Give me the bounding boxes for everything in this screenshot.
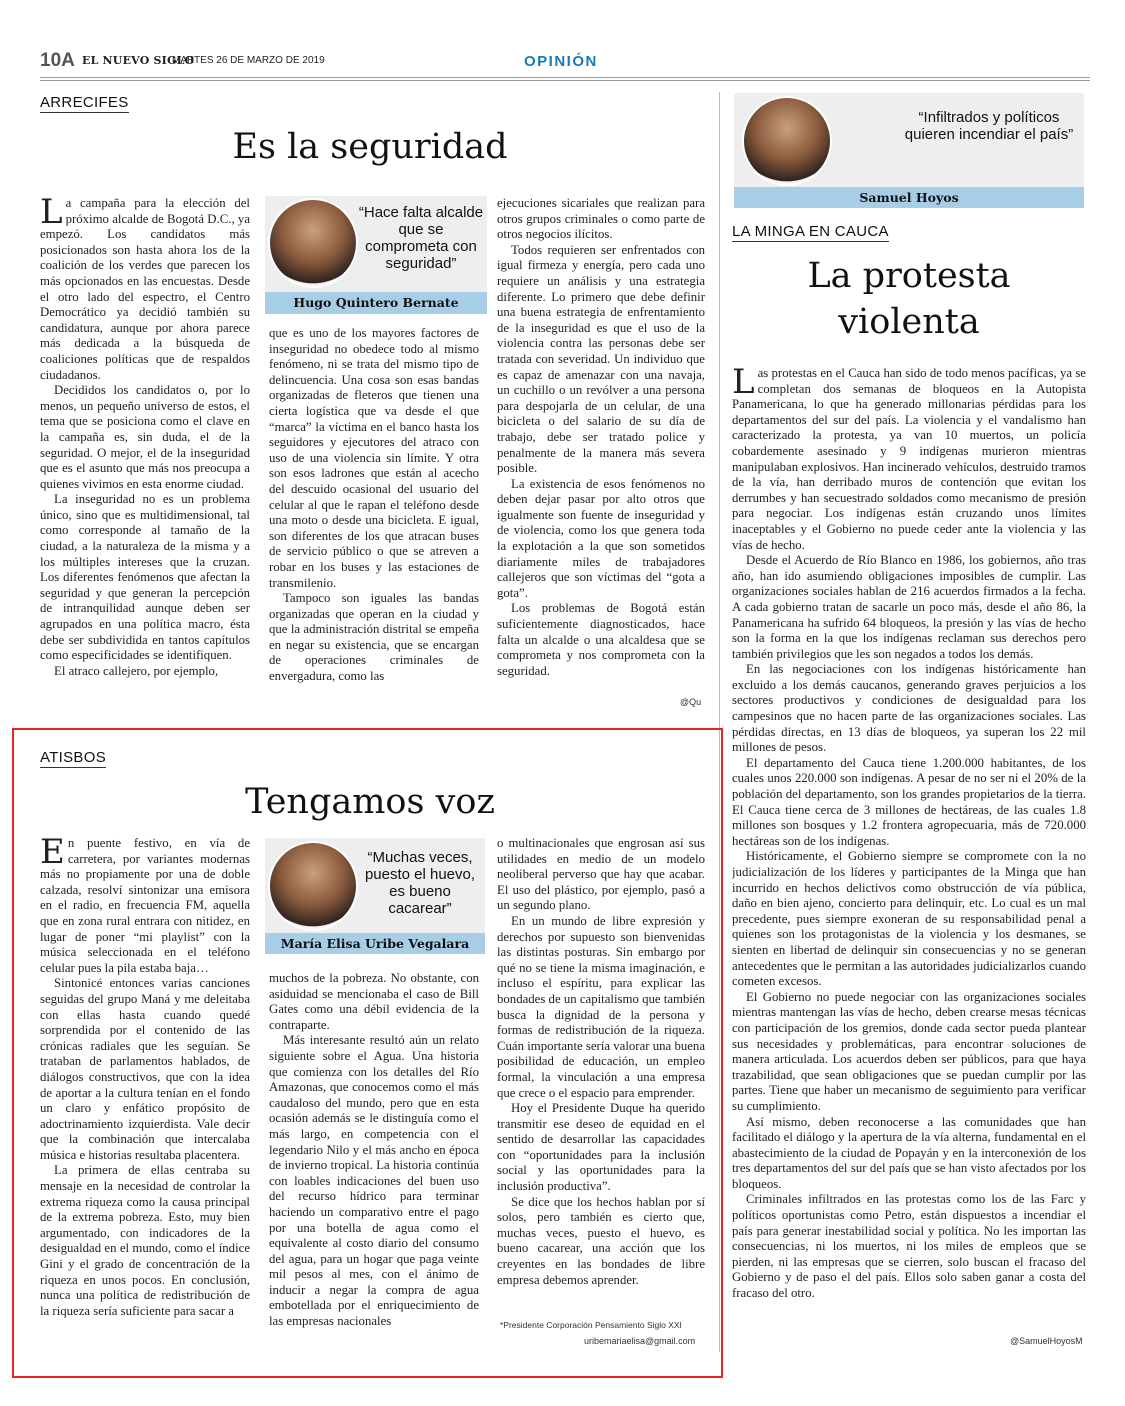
issue-date: MARTES 26 DE MARZO DE 2019 — [172, 55, 325, 66]
author-name: María Elisa Uribe Vegalara — [265, 933, 485, 954]
article2-paragraph: El Gobierno no puede negociar con las organizaciones sociales mientras mantengan las vías de hecho, deben crearse mesas técnicas con participación de los gremios, donde cada sector pueda plantear sus necesidades y problemáticas, para encontrar soluciones de manera articulada. Los acuerdos deben ser públicos, para que haya trazabilidad, que sean obligaciones que se puedan cumplir por las partes. Tiene que haber un mecanismo de seguimiento para verificar su cumplimiento. — [732, 989, 1086, 1113]
article1-paragraph: ejecuciones sicariales que realizan para otros grupos criminales o como parte de otros negocios ilícitos. — [497, 196, 705, 242]
headline-line: violenta — [838, 301, 980, 342]
article2-signature: @SamuelHoyosM — [1010, 1336, 1083, 1346]
pull-quote: “Muchas veces, puesto el huevo, es bueno cacarear” — [364, 849, 476, 917]
article2-kicker: LA MINGA EN CAUCA — [732, 223, 889, 240]
dropcap: L — [732, 366, 755, 402]
newspaper-name: EL NUEVO SIGLO — [82, 54, 195, 67]
pull-quote: “Infiltrados y políticos quieren incendiar el país” — [904, 109, 1074, 143]
article1-paragraph: El atraco callejero, por ejemplo, — [54, 663, 219, 678]
article3-quote-box — [265, 838, 485, 954]
article1-quote-box — [265, 196, 487, 314]
article3-paragraph: n puente festivo, en vía de carretera, por variantes modernas más no propiamente por una de doble calzada, resolví sintonizar una emisora en el radio, en frecuencia FM, aquella que en zona rural entrara con nitidez, en lugar de poner “mi playlist” con la música seleccionada en el teléfono celular pues la pila estaba baja… — [40, 836, 250, 975]
article3-column-2 — [269, 971, 479, 1347]
article1-paragraph: La existencia de esos fenómenos no deben dejar pasar por alto otros que igualmente son fuente de inseguridad y de violencia, como los que genera toda la explotación a la que son sometidos diariamente miles de trabajadores callejeros que son víctimas del “gota a gota”. — [497, 476, 705, 600]
article2-quote-box — [734, 93, 1084, 208]
article1-column-3 — [497, 196, 705, 696]
article3-footnote: *Presidente Corporación Pensamiento Siglo XXI — [500, 1320, 682, 1330]
article3-paragraph: Hoy el Presidente Duque ha querido transmitir ese deseo de equidad en el sentido de desarrollar las capacidades con “oportunidades para la inclusión social y las oportunidades para la inclusión productiva”. — [497, 1101, 705, 1194]
section-name: OPINIÓN — [524, 53, 598, 70]
headline-line: La protesta — [807, 256, 1011, 296]
article2-paragraph: En las negociaciones con los indígenas históricamente han excluido a los demás caucanos, generando graves perjuicios a los sectores productivos y condiciones de desigualdad para los campesinos que no hacen parte de las organizaciones sociales. Las pérdidas directas, en 13 días de bloqueos, ya superan los 22 mil millones de pesos. — [732, 662, 1086, 755]
article1-paragraph: La inseguridad no es un problema único, sino que es multidimensional, tal como corresponde al tamaño de la ciudad, a la naturaleza de la misma y a los múltiples intereses que la cruzan. Los diferentes fenómenos que afectan la seguridad y que generan la percepción de intranquilidad aunque deben ser agrupados en una política macro, ésta debe ser subdividida en tantos capítulos como especificidades se identifiquen. — [40, 492, 250, 663]
article1-paragraph: Todos requieren ser enfrentados con igual firmeza y energía, pero cada uno requiere un análisis y una estrategia diferente. Lo primero que debe definir una buena estrategia de enfrentamiento de la inseguridad es que el uso de la violencia contra las personas debe ser tratada con severidad. Un individuo que es capaz de amenazar con una navaja, un cuchillo o un revólver a una persona para despojarla de un celular, de una bicicleta o del salario de su día de trabajo, debe ser tratado police y penalmente de la manera más severa posible. — [497, 242, 705, 476]
article1-column-2 — [269, 326, 479, 712]
page-number: 10A — [40, 50, 75, 71]
article2-paragraph: El departamento del Cauca tiene 1.200.000 habitantes, de los cuales unos 220.000 son indígenas. A pesar de no ser ni el 20% de la población del departamento, son los grandes propietarios de la tierra. El Cauca tiene cerca de 3 millones de hectáreas, de las cuales 1.8 millones son bosques y 1.2 frontera agropecuaria, más de 720.000 hectáreas son de los indígenas. — [732, 755, 1086, 848]
article1-column-1 — [40, 196, 250, 712]
author-photo — [742, 96, 832, 186]
article1-paragraph: a campaña para la elección del próximo alcalde de Bogotá D.C., ya empezó. Los candidatos más posicionados son hasta ahora los de la coalición de los verdes que parecen los más opcionados en las encuestas. Desde el otro lado del espectro, el Centro Democrático ya decidió también su candidatura, aunque por ahora parece más dedicada a la búsqueda de coaliciones políticas que de respaldos ciudadanos. — [40, 196, 250, 382]
article2-paragraph: Históricamente, el Gobierno siempre se compromete con la no judicialización de los líderes y participantes de la Minga que han incurrido en hechos delictivos como obstrucción de vía pública, daño en bien ajeno, concierto para delinquir, etc. Lo cual es un mal precedente, pues siempre exoneran de su responsabilidad penal a quienes son los protagonistas de la violencia y los desmanes, se sienten en libertad de delinquir sin consecuencias y no se generan antecedentes que le permitan a las autoridades judicializarlos cuando cometen excesos. — [732, 849, 1086, 989]
article3-paragraph: En un mundo de libre expresión y derechos por supuesto son bienvenidas las distintas posturas. Sin embargo por qué no se tiene la misma imaginación, e incluso el espíritu, para explicar las bondades de un capitalismo que también busca la dignidad de la persona y formas de redistribución de la riqueza. Cuán importante sería valorar una buena posibilidad de educación, un empleo formal, la vinculación a una empresa que crece o el espacio para emprender. — [497, 913, 705, 1100]
article1-paragraph: Los problemas de Bogotá están suficientemente diagnosticados, hace falta un alcalde o una alcaldesa que se comprometa y nos comprometa con la seguridad. — [497, 601, 705, 678]
article2-paragraph: Criminales infiltrados en las protestas como los de las Farc y políticos oportunistas como Petro, están dispuestos a incendiar el país para generar inestabilidad social y política. No les importan las consecuencias, ni los muertos, ni los miles de empleos que se pierden, ni las empresas que se cierren, solo buscan el fracaso del Gobierno y de paso el del país. Ellos solo saben ganar a costa del fracaso del otro. — [732, 1192, 1086, 1301]
article3-paragraph: o multinacionales que engrosan así sus utilidades en medio de un modelo neoliberal perverso que hay que acabar. El uso del plástico, por ejemplo, pasó a un segundo plano. — [497, 836, 705, 913]
article1-signature: @Qu — [680, 697, 702, 707]
author-name: Samuel Hoyos — [734, 187, 1084, 208]
article3-column-3 — [497, 836, 705, 1316]
article3-headline: Tengamos voz — [245, 782, 495, 822]
article3-kicker: ATISBOS — [40, 749, 107, 766]
article3-paragraph: muchos de la pobreza. No obstante, con asiduidad se mencionaba el caso de Bill Gates como una débil evidencia de la contraparte. — [269, 971, 479, 1032]
article3-paragraph: Se dice que los hechos hablan por sí solos, pero también es cierto que, muchas veces, puesto el huevo, es bueno cacarear, una acción que los creyentes en las bondades de libre empresa debemos aprender. — [497, 1194, 705, 1287]
article2-paragraph: Así mismo, deben reconocerse a las comunidades que han facilitado el diálogo y la apertura de la vía alterna, fundamental en el abastecimiento de la ciudad de Popayán y en la interconexión de los tres departamentos del sur del país que se han visto afectados por los bloqueos. — [732, 1114, 1086, 1191]
article2-paragraph: Desde el Acuerdo de Río Blanco en 1986, los gobiernos, año tras año, han ido asumiendo obligaciones imposibles de cumplir. Las organizaciones sociales hablan de 216 acuerdos firmados a la fecha. A cada gobierno tratan de sacarle un poco más, desde el año 86, la Panamericana ha sufrido 64 bloqueos, la presión y las vías de hecho son la forma en la que los indígenas reclaman sus derechos pero también privilegios que les son negados a todos los demás. — [732, 553, 1086, 661]
header-rule-2 — [40, 80, 1090, 81]
header-rule — [40, 77, 1090, 78]
article2-paragraph: as protestas en el Cauca han sido de todo menos pacíficas, ya se completan dos semanas de bloqueos en la Autopista Panamericana, lo que ha generado millonarias pérdidas para los departamentos del sur del país. La violencia y el vandalismo han caracterizado la protesta, ya van 10 muertos, un policía cobardemente asesinado y 9 indígenas murieron mientras manipulaban explosivos. Han incinerado vehículos, destruido tramos de la vía, han derribado muros de contención que evitan los derrumbes y han secuestrado soldados como mecanismo de presión para negociar. Los indígenas están cruzando unos límites inaceptables y el Gobierno no puede ceder ante la violencia y las vías de hecho. — [732, 366, 1086, 552]
article1-headline: Es la seguridad — [232, 127, 508, 167]
author-photo — [268, 841, 358, 931]
article3-column-1 — [40, 836, 250, 1346]
pull-quote: “Hace falta alcalde que se comprometa con seguridad” — [358, 204, 484, 272]
article2-headline — [734, 254, 1084, 345]
article1-paragraph: Tampoco son iguales las bandas organizadas que operan en la ciudad y que la administración distrital se empeña en negar su existencia, que se encargan de operaciones criminales de envergadura, como las — [269, 591, 479, 684]
article1-kicker: ARRECIFES — [40, 94, 129, 111]
article3-paragraph: La primera de ellas centraba su mensaje en la necesidad de controlar la extrema riqueza como la causa principal de la extrema pobreza. Esto, muy bien argumentado, con indicadores de la desigualdad en el mundo, como el índice Gini y el grado de concentración de la riqueza en unos pocos. En conclusión, nunca una política de redistribución de la riqueza sería suficiente para sacar a — [40, 1163, 250, 1318]
author-photo — [268, 198, 358, 288]
dropcap: E — [40, 836, 65, 872]
article3-paragraph: Más interesante resultó aún un relato siguiente sobre el Agua. Una historia que comienza con los detalles del Río Amazonas, que conocemos como el más caudaloso del mundo, pero que en esta ocasión además se le distinguía como el más largo, en competencia con el legendario Nilo y el más ancho en época de invierno tropical. La historia continúa con loables indicaciones del buen uso del recurso hídrico para terminar haciendo un comparativo entre el pago por una botella de agua como el equivalente al costo diario del consumo del agua, para un hogar que paga veinte mil pesos al mes, con el ánimo de inducir a negar la compra de agua embotellada por el enriquecimiento de las empresas nacionales — [269, 1033, 479, 1329]
article2-body — [732, 366, 1086, 1330]
article3-paragraph: Sintonicé entonces varias canciones seguidas del grupo Maná y me deleitaba con ellas hasta cuando quedé sorprendida por el contenido de las crónicas radiales que les seguían. Se trataban de parlamentos hablados, de diálogos constructivos, que con la idea de aportar a la cultura tenían en el fondo un claro y enfático propósito de adoctrinamiento izquierdista. Vale decir que la combinación que intercalaba música e historias resultaba placentera. — [40, 976, 250, 1162]
article1-paragraph: que es uno de los mayores factores de inseguridad no obedece todo al mismo fenómeno, ni se trata del mismo tipo de delincuencia. Una cosa son esas bandas organizadas de fleteros que tienen una cierta logística que va desde el que “marca” la víctima en el banco hasta los seguidores y ejecutores del atraco con uso de una violencia sin límite. Y otra son esos ladrones que están al acecho del descuido ocasional del usuario del celular al que le rapan el teléfono desde una moto o desde una bicicleta. E igual, son diferentes de los que atracan buses de servicio público o que se atreven a robar en los buses y las estaciones de transmilenio. — [269, 326, 479, 590]
page-header — [40, 50, 1090, 76]
dropcap: L — [40, 196, 63, 232]
article1-paragraph: Decididos los candidatos o, por lo menos, un pequeño universo de estos, el tema que se posiciona como el clave en la campaña es, sin duda, el de la seguridad. O mejor, el de la inseguridad que es el asunto que más nos preocupa a quienes vivimos en esta enorme ciudad. — [40, 383, 250, 491]
author-name: Hugo Quintero Bernate — [265, 292, 487, 314]
article3-email: uribemariaelisa@gmail.com — [584, 1336, 696, 1346]
